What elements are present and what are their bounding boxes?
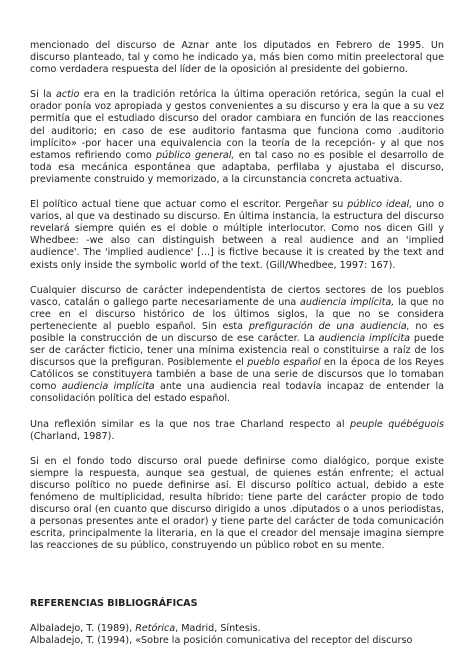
reference-entry [30, 623, 444, 635]
text-run: Albaladejo, T. (1989), [30, 622, 136, 634]
italic-text: público general, [156, 149, 235, 161]
text-run: , Madrid, Síntesis. [175, 622, 261, 634]
italic-text: pueblo español [247, 357, 321, 369]
text-run: no es posible la construcción de un discurso de ese carácter. La [30, 320, 445, 344]
italic-text: audiencia implícita, [300, 296, 395, 308]
italic-text: actio [55, 89, 80, 101]
text-run: Si la [30, 89, 56, 101]
paragraph [30, 419, 444, 443]
text-run: en tal caso no es posible el desarrollo de toda esa mecánica espontánea que adaptaba, perfilaba y ajustaba el discurso, previamente construido y memorizado, a la circunstancia concreta actuativa. [30, 149, 444, 185]
text-run: era en la tradición retórica la última operación retórica, según la cual el orador ponía voz apropiada y gestos convenientes a su discurso y era la que a su vez permitía que el estudiado discurso del orador cambiara en función de las reacciones del auditorio; en caso de ese auditorio fantasma que funciona como .auditorio implícito» -por hacer una equivalencia con la teoría de la recepción- y al que nos estamos refiriendo como [30, 89, 444, 161]
references-heading: REFERENCIAS BIBLIOGRÁFICAS [30, 598, 198, 610]
italic-text: público ideal, [347, 199, 413, 211]
italic-text: peuple québéguois [350, 418, 444, 430]
document-page [30, 40, 444, 647]
text-run: (Charland, 1987). [30, 430, 115, 442]
text-run: Albaladejo, T. (1994), «Sobre la posición comunicativa del receptor del discurso [30, 634, 413, 646]
references-list [30, 623, 444, 647]
italic-text: audiencia implícita [318, 332, 411, 344]
paragraph [30, 40, 444, 76]
text-run: puede ser de carácter ficticio, tener una mínima existencia real o constituirse a raíz de los discursos que la prefiguran. Posiblemente el [30, 332, 444, 369]
paragraph [30, 456, 444, 553]
reference-entry [30, 635, 444, 647]
text-run: mencionado del discurso de Aznar ante los diputados en Febrero de 1995. Un discurso planteado, tal y como he indicado ya, más bien como mitin preelectoral que como verdadera respuesta del líder de la oposición al presidente del gobierno. [30, 40, 444, 76]
italic-text: prefiguración de una audiencia, [248, 320, 410, 332]
text-run: Si en el fondo todo discurso oral puede definirse como dialógico, porque existe siempre la respuesta, aunque sea gestual, de quienes están enfrente; el actual discurso político no puede definirse así. El discurso político actual, debido a este fenómeno de multiplicidad, resulta híbrido: tiene parte del carácter propio de todo discurso oral (en cuanto que discurso dirigido a unos .diputados o a unos periodistas, a personas presentes ante el orador) y tiene parte del carácter de toda comunicación escrita, principalmente la literaria, en la que el creador del mensaje imagina siempre las reacciones de su público, construyendo un público robot en su mente. [30, 455, 444, 552]
text-run: la que no cree en el discurso histórico de los últimos siglos, la que no se considera perteneciente al pueblo español. Sin esta [30, 296, 444, 332]
italic-text: audiencia implícita [61, 381, 155, 393]
paragraph [30, 285, 444, 406]
text-run: en la época de los Reyes Católicos se constituyera también a base de una serie de discursos que lo tomaban como [30, 357, 445, 393]
text-run: Cualquier discurso de carácter independentista de ciertos sectores de los pueblos vasco, catalán o gallego parte necesariamente de una [30, 284, 444, 308]
text-run: El político actual tiene que actuar como el escritor. Pergeñar su [30, 199, 348, 211]
paragraph [30, 199, 444, 272]
paragraph [30, 89, 444, 186]
italic-text: Retórica [135, 622, 176, 634]
text-run: uno o varios, al que va destinado su discurso. En última instancia, la estructura del discurso revelará siempre quién es el doble o múltiple interlocutor. Como nos dicen Gill y Whedbee: -we also can distinguish between a real audience and an 'implied audience'. The 'implied audience' [...] is fictive because it is created by the text and exists only inside the symbolic world of the text. (Gill/Whedbee, 1997: 167). [30, 199, 444, 271]
text-run: ante una audiencia real todavía incapaz de entender la consolidación política del estado español. [30, 381, 444, 405]
text-run: Una reflexión similar es la que nos trae Charland respecto al [30, 418, 351, 430]
body-text [30, 40, 444, 552]
